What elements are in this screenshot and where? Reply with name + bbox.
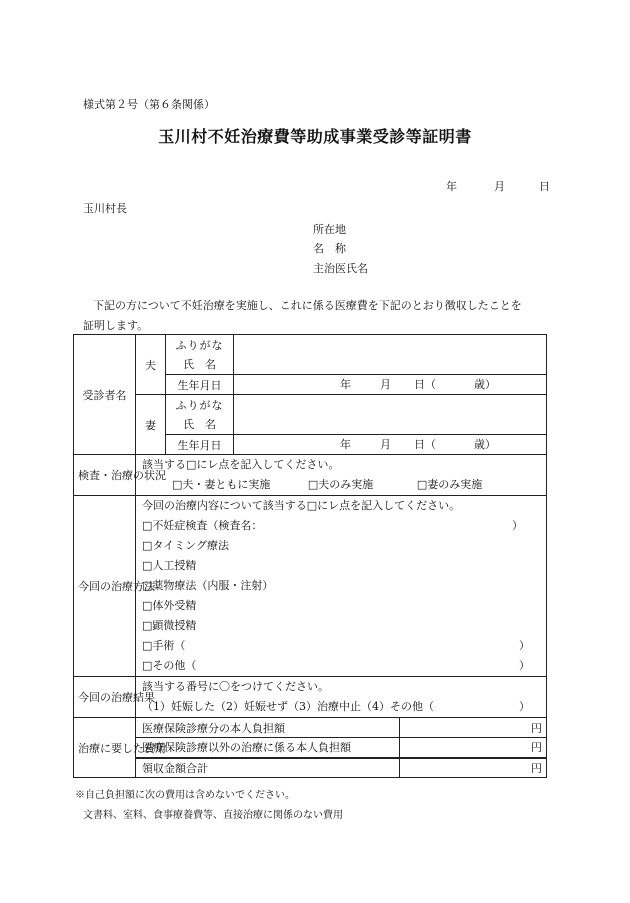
result-label: 今回の治療結果: [74, 677, 136, 718]
husband-name-field[interactable]: [234, 355, 547, 375]
issuer-name-label: 名 称: [313, 242, 346, 255]
cost-insured-amount[interactable]: 円: [400, 718, 547, 738]
addressee: 玉川村長: [83, 202, 127, 215]
result-options[interactable]: [142, 697, 540, 717]
treatment-item-surgery-close: ）: [519, 639, 530, 652]
husband-label: 夫: [136, 335, 166, 395]
treatment-item-exam[interactable]: [142, 516, 540, 536]
note-line1: ※自己負担額に次の費用は含めないでください。: [75, 790, 295, 801]
treatment-item-ai[interactable]: □人工授精: [142, 559, 197, 572]
wife-furigana-label: ふりがな: [166, 395, 234, 415]
exam-instruction: 該当する□にレ点を記入してください。: [142, 458, 340, 471]
cost-total-label: 領収金額合計: [136, 758, 400, 778]
exam-content: [136, 455, 547, 496]
exam-option-husband[interactable]: □夫のみ実施: [307, 478, 374, 491]
wife-birth-label: 生年月日: [166, 435, 234, 455]
result-options-text: （1）妊娠した（2）妊娠せず（3）治療中止（4）その他（: [142, 700, 434, 713]
treatment-item-other[interactable]: [142, 656, 540, 676]
husband-birth-age: 歳）: [474, 378, 496, 391]
treatment-item-exam-close: ）: [512, 519, 523, 532]
cost-row-insured: [74, 718, 547, 738]
wife-birth-field[interactable]: [234, 435, 547, 455]
form-number: 様式第２号（第６条関係）: [83, 98, 215, 111]
issuer-doctor-label: 主治医氏名: [313, 262, 368, 275]
treatment-content: [136, 496, 547, 677]
certificate-table: [73, 334, 547, 778]
date-month: 月: [494, 180, 505, 193]
statement-line1: 下記の方について不妊治療を実施し、これに係る医療費を下記のとおり徴収したことを: [93, 299, 522, 312]
exam-row: [74, 455, 547, 496]
treatment-label: 今回の治療方法: [74, 496, 136, 677]
treatment-item-timing[interactable]: □タイミング療法: [142, 539, 229, 552]
result-content: [136, 677, 547, 718]
husband-birth-year: 年: [340, 378, 351, 391]
wife-birth-day: 日（: [414, 438, 436, 451]
husband-furigana-label: ふりがな: [166, 335, 234, 355]
treatment-item-drug[interactable]: □薬物療法（内服・注射）: [142, 579, 274, 592]
date-day: 日: [539, 180, 550, 193]
exam-label: 検査・治療の状況: [74, 455, 136, 496]
date-year: 年: [446, 180, 457, 193]
husband-birth-month: 月: [380, 378, 391, 391]
statement-line2: 証明します。: [83, 319, 149, 332]
result-options-close: ）: [519, 700, 530, 713]
wife-furigana-row: [74, 395, 547, 415]
result-instruction: 該当する番号に〇をつけてください。: [142, 680, 329, 693]
cost-insured-label: 医療保険診療分の本人負担額: [136, 718, 400, 738]
wife-label: 妻: [136, 395, 166, 455]
husband-birth-field[interactable]: [234, 375, 547, 395]
wife-birth-age: 歳）: [474, 438, 496, 451]
wife-furigana-field[interactable]: [234, 395, 547, 415]
cost-uninsured-amount[interactable]: 円: [400, 738, 547, 758]
exam-option-both[interactable]: □夫・妻ともに実施: [172, 478, 271, 491]
treatment-item-ivf[interactable]: □体外受精: [142, 599, 197, 612]
treatment-item-surgery[interactable]: [142, 636, 540, 656]
treatment-item-exam-text: □不妊症検査（検査名：: [142, 519, 263, 532]
note-line2: 文書料、室料、食事療養費等、直接治療に関係のない費用: [83, 810, 343, 821]
husband-furigana-row: [74, 335, 547, 355]
treatment-item-other-close: ）: [519, 659, 530, 672]
wife-birth-month: 月: [380, 438, 391, 451]
treatment-instruction: 今回の治療内容について該当する□にレ点を記入してください。: [142, 499, 461, 512]
husband-birth-label: 生年月日: [166, 375, 234, 395]
husband-name-label: 氏 名: [166, 355, 234, 375]
treatment-item-surgery-text: □手術（: [142, 639, 186, 652]
result-row: [74, 677, 547, 718]
husband-furigana-field[interactable]: [234, 335, 547, 355]
husband-birth-day: 日（: [414, 378, 436, 391]
cost-uninsured-label: 医療保険診療以外の治療に係る本人負担額: [136, 738, 400, 758]
exam-option-wife[interactable]: □妻のみ実施: [416, 478, 483, 491]
exam-options: [142, 475, 540, 495]
cost-row-total: [74, 758, 547, 778]
patient-section-label: 受診者名: [74, 335, 136, 455]
cost-label: 治療に要した費用: [74, 718, 136, 778]
cost-total-amount[interactable]: 円: [400, 758, 547, 778]
page-title: 玉川村不妊治療費等助成事業受診等証明書: [158, 127, 472, 146]
treatment-item-icsi[interactable]: □顕微授精: [142, 619, 197, 632]
issuer-location-label: 所在地: [313, 223, 346, 236]
treatment-row: [74, 496, 547, 677]
cost-row-uninsured: [74, 738, 547, 758]
wife-name-field[interactable]: [234, 415, 547, 435]
wife-name-label: 氏 名: [166, 415, 234, 435]
treatment-item-other-text: □その他（: [142, 659, 197, 672]
wife-birth-year: 年: [340, 438, 351, 451]
